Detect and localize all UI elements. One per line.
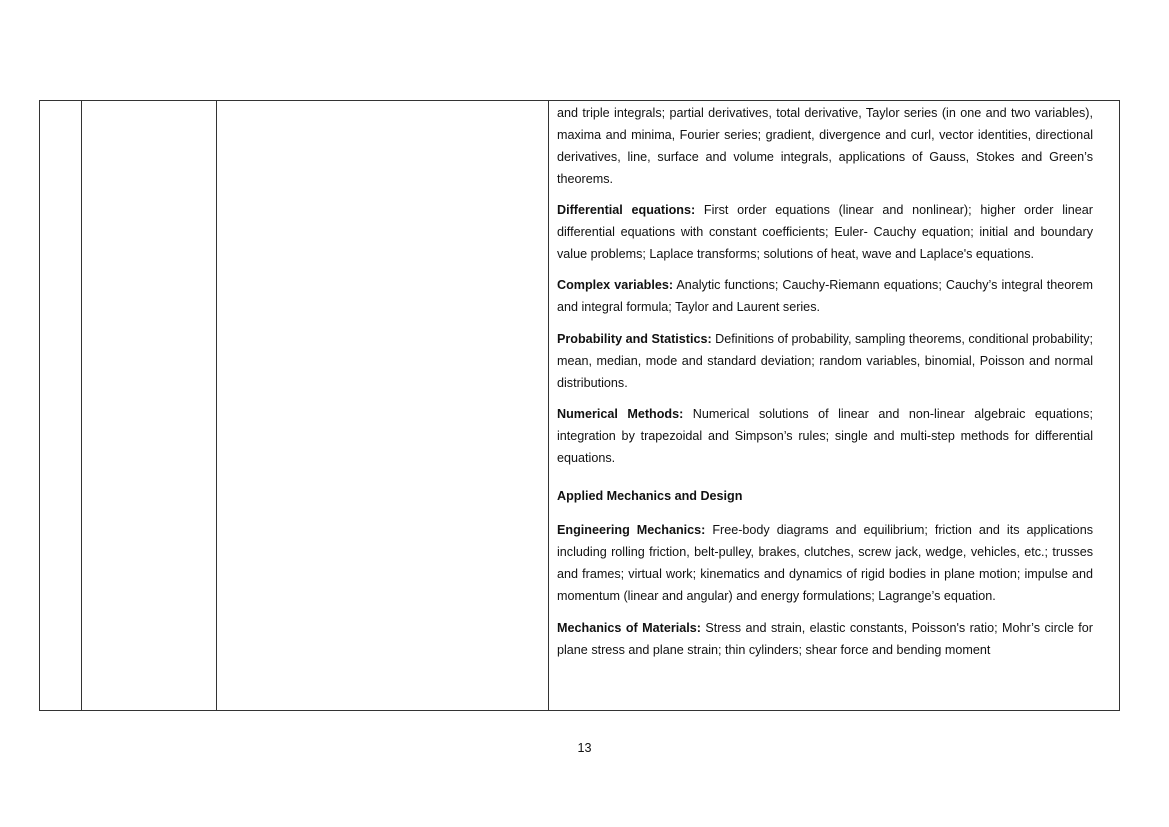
probability-statistics-title: Probability and Statistics: <box>557 331 712 346</box>
engineering-mechanics-title: Engineering Mechanics: <box>557 523 706 537</box>
probability-statistics-paragraph <box>557 328 1093 394</box>
differential-equations-paragraph <box>557 199 1093 265</box>
numerical-methods-title: Numerical Methods: <box>557 407 684 421</box>
column-divider-2 <box>216 101 217 710</box>
engineering-mechanics-paragraph <box>557 519 1093 607</box>
complex-variables-paragraph <box>557 274 1093 318</box>
complex-variables-title: Complex variables: <box>557 278 674 292</box>
section-heading: Applied Mechanics and Design <box>557 489 743 503</box>
column-divider-1 <box>81 101 82 710</box>
mechanics-of-materials-text: Stress and strain, elastic constants, Poisson's ratio; Mohr’s circle for plane stress and plane strain; thin cylinders; shear force and bending moment <box>557 620 1094 657</box>
syllabus-table <box>39 100 1120 711</box>
differential-equations-text: First order equations (linear and nonlinear); higher order linear differential equations with constant coefficients; Euler- Cauchy equation; initial and boundary value problems; Laplace transforms; solutions of heat, wave and Laplace's equations. <box>557 202 1093 261</box>
page-number: 13 <box>577 741 592 755</box>
column-divider-3 <box>548 101 549 710</box>
numerical-methods-paragraph <box>557 403 1093 469</box>
complex-variables-text: Analytic functions; Cauchy-Riemann equations; Cauchy’s integral theorem and integral formula; Taylor and Laurent series. <box>557 278 1093 314</box>
syllabus-content-cell <box>557 102 1093 670</box>
engineering-mechanics-text: Free-body diagrams and equilibrium; friction and its applications including rolling friction, belt-pulley, brakes, clutches, screw jack, wedge, vehicles, etc.; trusses and frames; virtual work; kinematics and dynamics of rigid bodies in plane motion; impulse and momentum (linear and angular) and energy formulations; Lagrange’s equation. <box>557 523 1093 603</box>
differential-equations-title: Differential equations: <box>557 202 696 217</box>
mechanics-of-materials-paragraph <box>557 617 1093 661</box>
numerical-methods-text: Numerical solutions of linear and non-linear algebraic equations; integration by trapezoidal and Simpson’s rules; single and multi-step methods for differential equations. <box>557 407 1093 465</box>
calculus-continuation-paragraph: and triple integrals; partial derivatives, total derivative, Taylor series (in one and two variables), maxima and minima, Fourier series; gradient, divergence and curl, vector identities, directional derivatives, line, surface and volume integrals, applications of Gauss, Stokes and Green’s theorems. <box>557 106 1093 186</box>
probability-statistics-text: Definitions of probability, sampling theorems, conditional probability; mean, median, mode and standard deviation; random variables, binomial, Poisson and normal distributions. <box>557 331 1093 390</box>
mechanics-of-materials-title: Mechanics of Materials: <box>557 620 701 635</box>
